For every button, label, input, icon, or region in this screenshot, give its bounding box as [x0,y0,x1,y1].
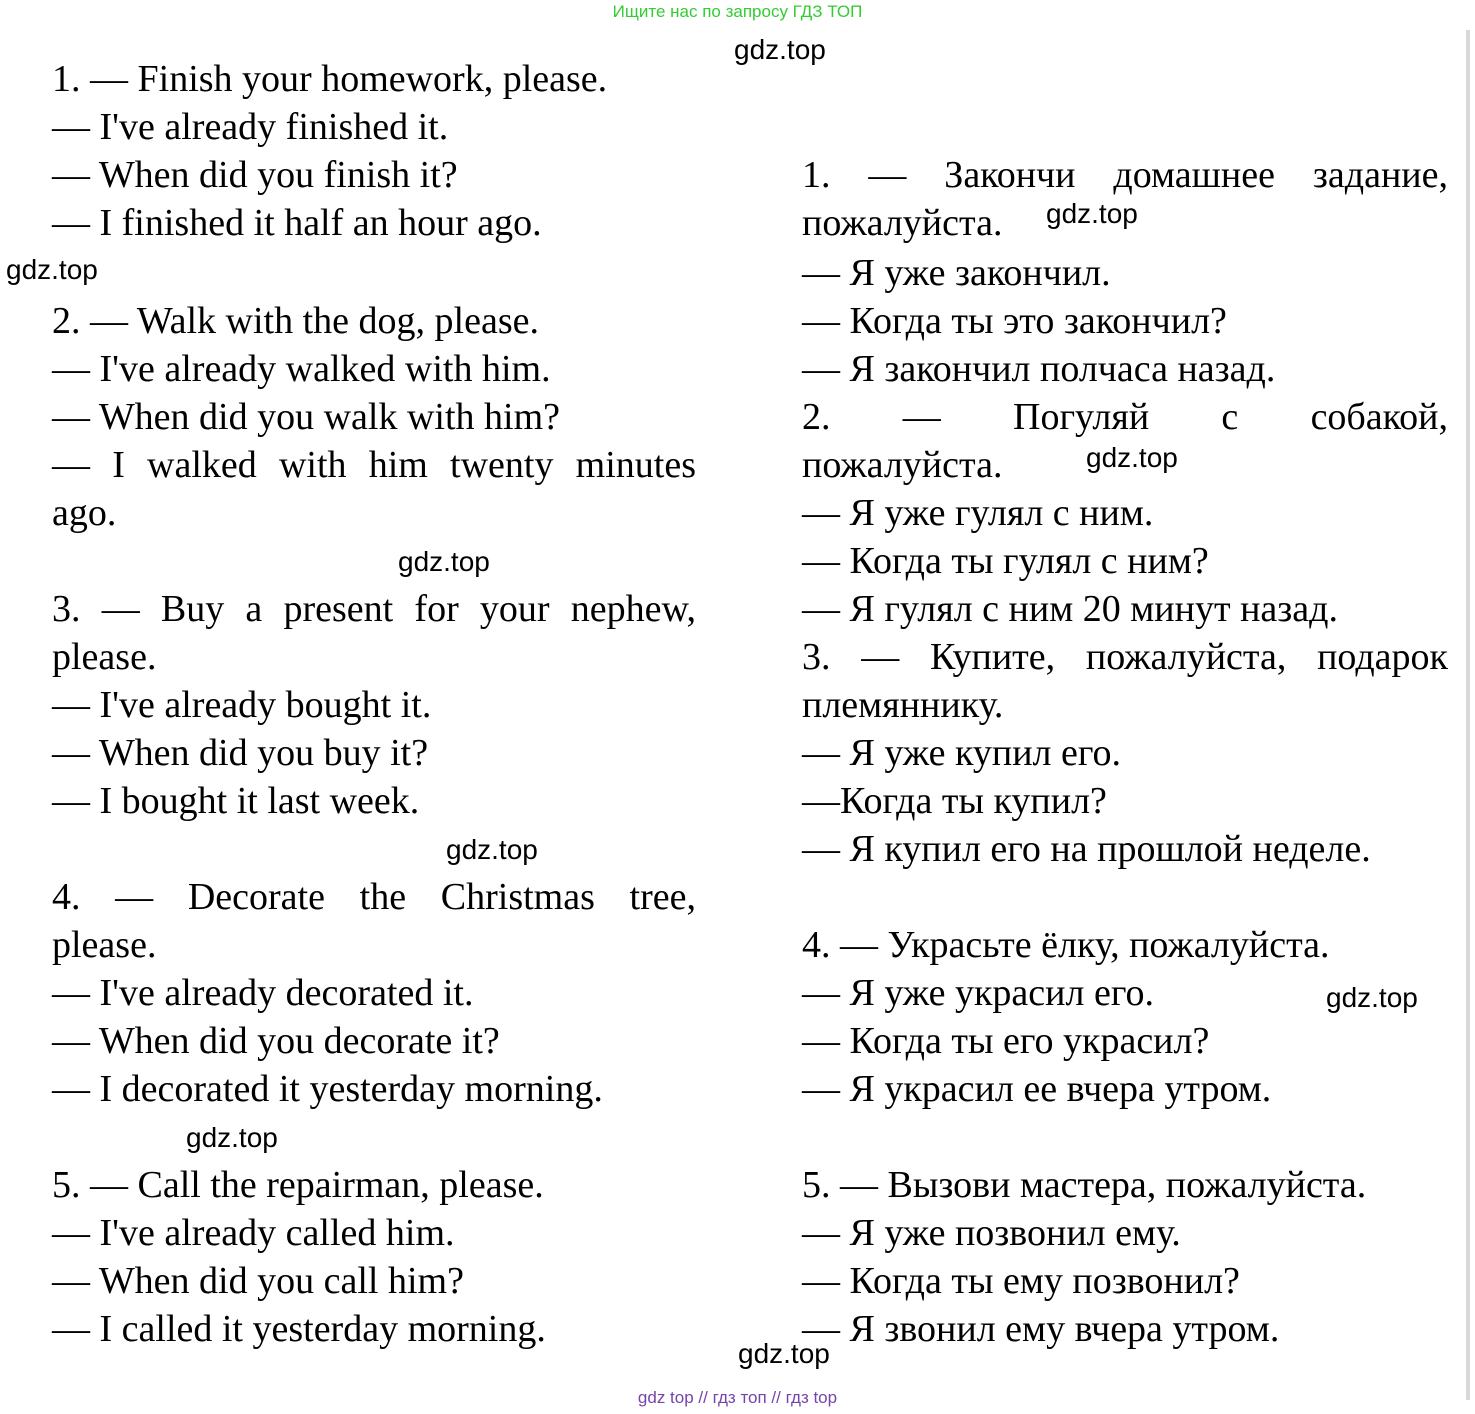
ru-line: пожалуйста. [802,202,1003,244]
en-line: — I finished it half an hour ago. [52,202,542,244]
en-line: — I've already decorated it. [52,972,474,1014]
ru-line: 5. — Вызови мастера, пожалуйста. [802,1164,1367,1206]
watermark: gdz.top [734,34,826,65]
ru-line: 2. — Погуляй с собакой, [802,396,1448,438]
ru-line: — Я закончил полчаса назад. [802,348,1276,390]
ru-line: 3. — Купите, пожалуйста, подарок [802,636,1448,678]
en-line: — When did you buy it? [52,732,429,774]
top-banner[interactable]: Ищите нас по запросу ГДЗ ТОП [612,2,863,21]
en-line: 3. — Buy a present for your nephew, [52,588,696,630]
watermark: gdz.top [398,546,490,577]
ru-line: — Я украсил ее вчера утром. [802,1068,1272,1110]
ru-line: — Когда ты его украсил? [802,1020,1210,1062]
en-line: ago. [52,492,117,534]
en-line: — When did you walk with him? [52,396,561,438]
ru-line: — Когда ты гулял с ним? [802,540,1209,582]
en-line: please. [52,636,157,678]
en-line: — I walked with him twenty minutes [52,444,696,486]
ru-line: — Я купил его на прошлой неделе. [802,828,1371,870]
ru-line: — Я уже позвонил ему. [802,1212,1181,1254]
watermark: gdz.top [1046,198,1138,229]
watermark: gdz.top [738,1338,830,1369]
en-line: — When did you finish it? [52,154,458,196]
bottom-links[interactable]: gdz top // гдз топ // гдз top [637,1388,838,1407]
ru-line: пожалуйста. [802,444,1003,486]
en-line: — I bought it last week. [52,780,420,822]
ru-line: 4. — Украсьте ёлку, пожалуйста. [802,924,1330,966]
en-line: — I decorated it yesterday morning. [52,1068,603,1110]
watermark: gdz.top [1326,982,1418,1013]
en-line: — When did you decorate it? [52,1020,500,1062]
en-line: 1. — Finish your homework, please. [52,58,608,100]
en-line: 2. — Walk with the dog, please. [52,300,539,342]
ru-line: — Когда ты это закончил? [802,300,1227,342]
ru-line: — Я уже купил его. [802,732,1122,774]
en-line: — I called it yesterday morning. [52,1308,546,1350]
ru-line: — Я звонил ему вчера утром. [802,1308,1280,1350]
right-edge-bar [1466,30,1470,1400]
en-line: — I've already walked with him. [52,348,551,390]
ru-line: — Когда ты ему позвонил? [802,1260,1240,1302]
en-line: 5. — Call the repairman, please. [52,1164,544,1206]
watermark: gdz.top [186,1122,278,1153]
watermark: gdz.top [1086,442,1178,473]
ru-line: 1. — Закончи домашнее задание, [802,154,1448,196]
watermark: gdz.top [446,834,538,865]
ru-line: — Я уже украсил его. [802,972,1154,1014]
en-line: — I've already called him. [52,1212,455,1254]
ru-line: —Когда ты купил? [802,780,1107,822]
en-line: — I've already finished it. [52,106,449,148]
en-line: — I've already bought it. [52,684,432,726]
ru-line: — Я гулял с ним 20 минут назад. [802,588,1338,630]
ru-line: племяннику. [802,684,1004,726]
en-line: please. [52,924,157,966]
watermark: gdz.top [6,254,98,285]
ru-line: — Я уже гулял с ним. [802,492,1154,534]
ru-line: — Я уже закончил. [802,252,1111,294]
en-line: 4. — Decorate the Christmas tree, [52,876,696,918]
en-line: — When did you call him? [52,1260,464,1302]
